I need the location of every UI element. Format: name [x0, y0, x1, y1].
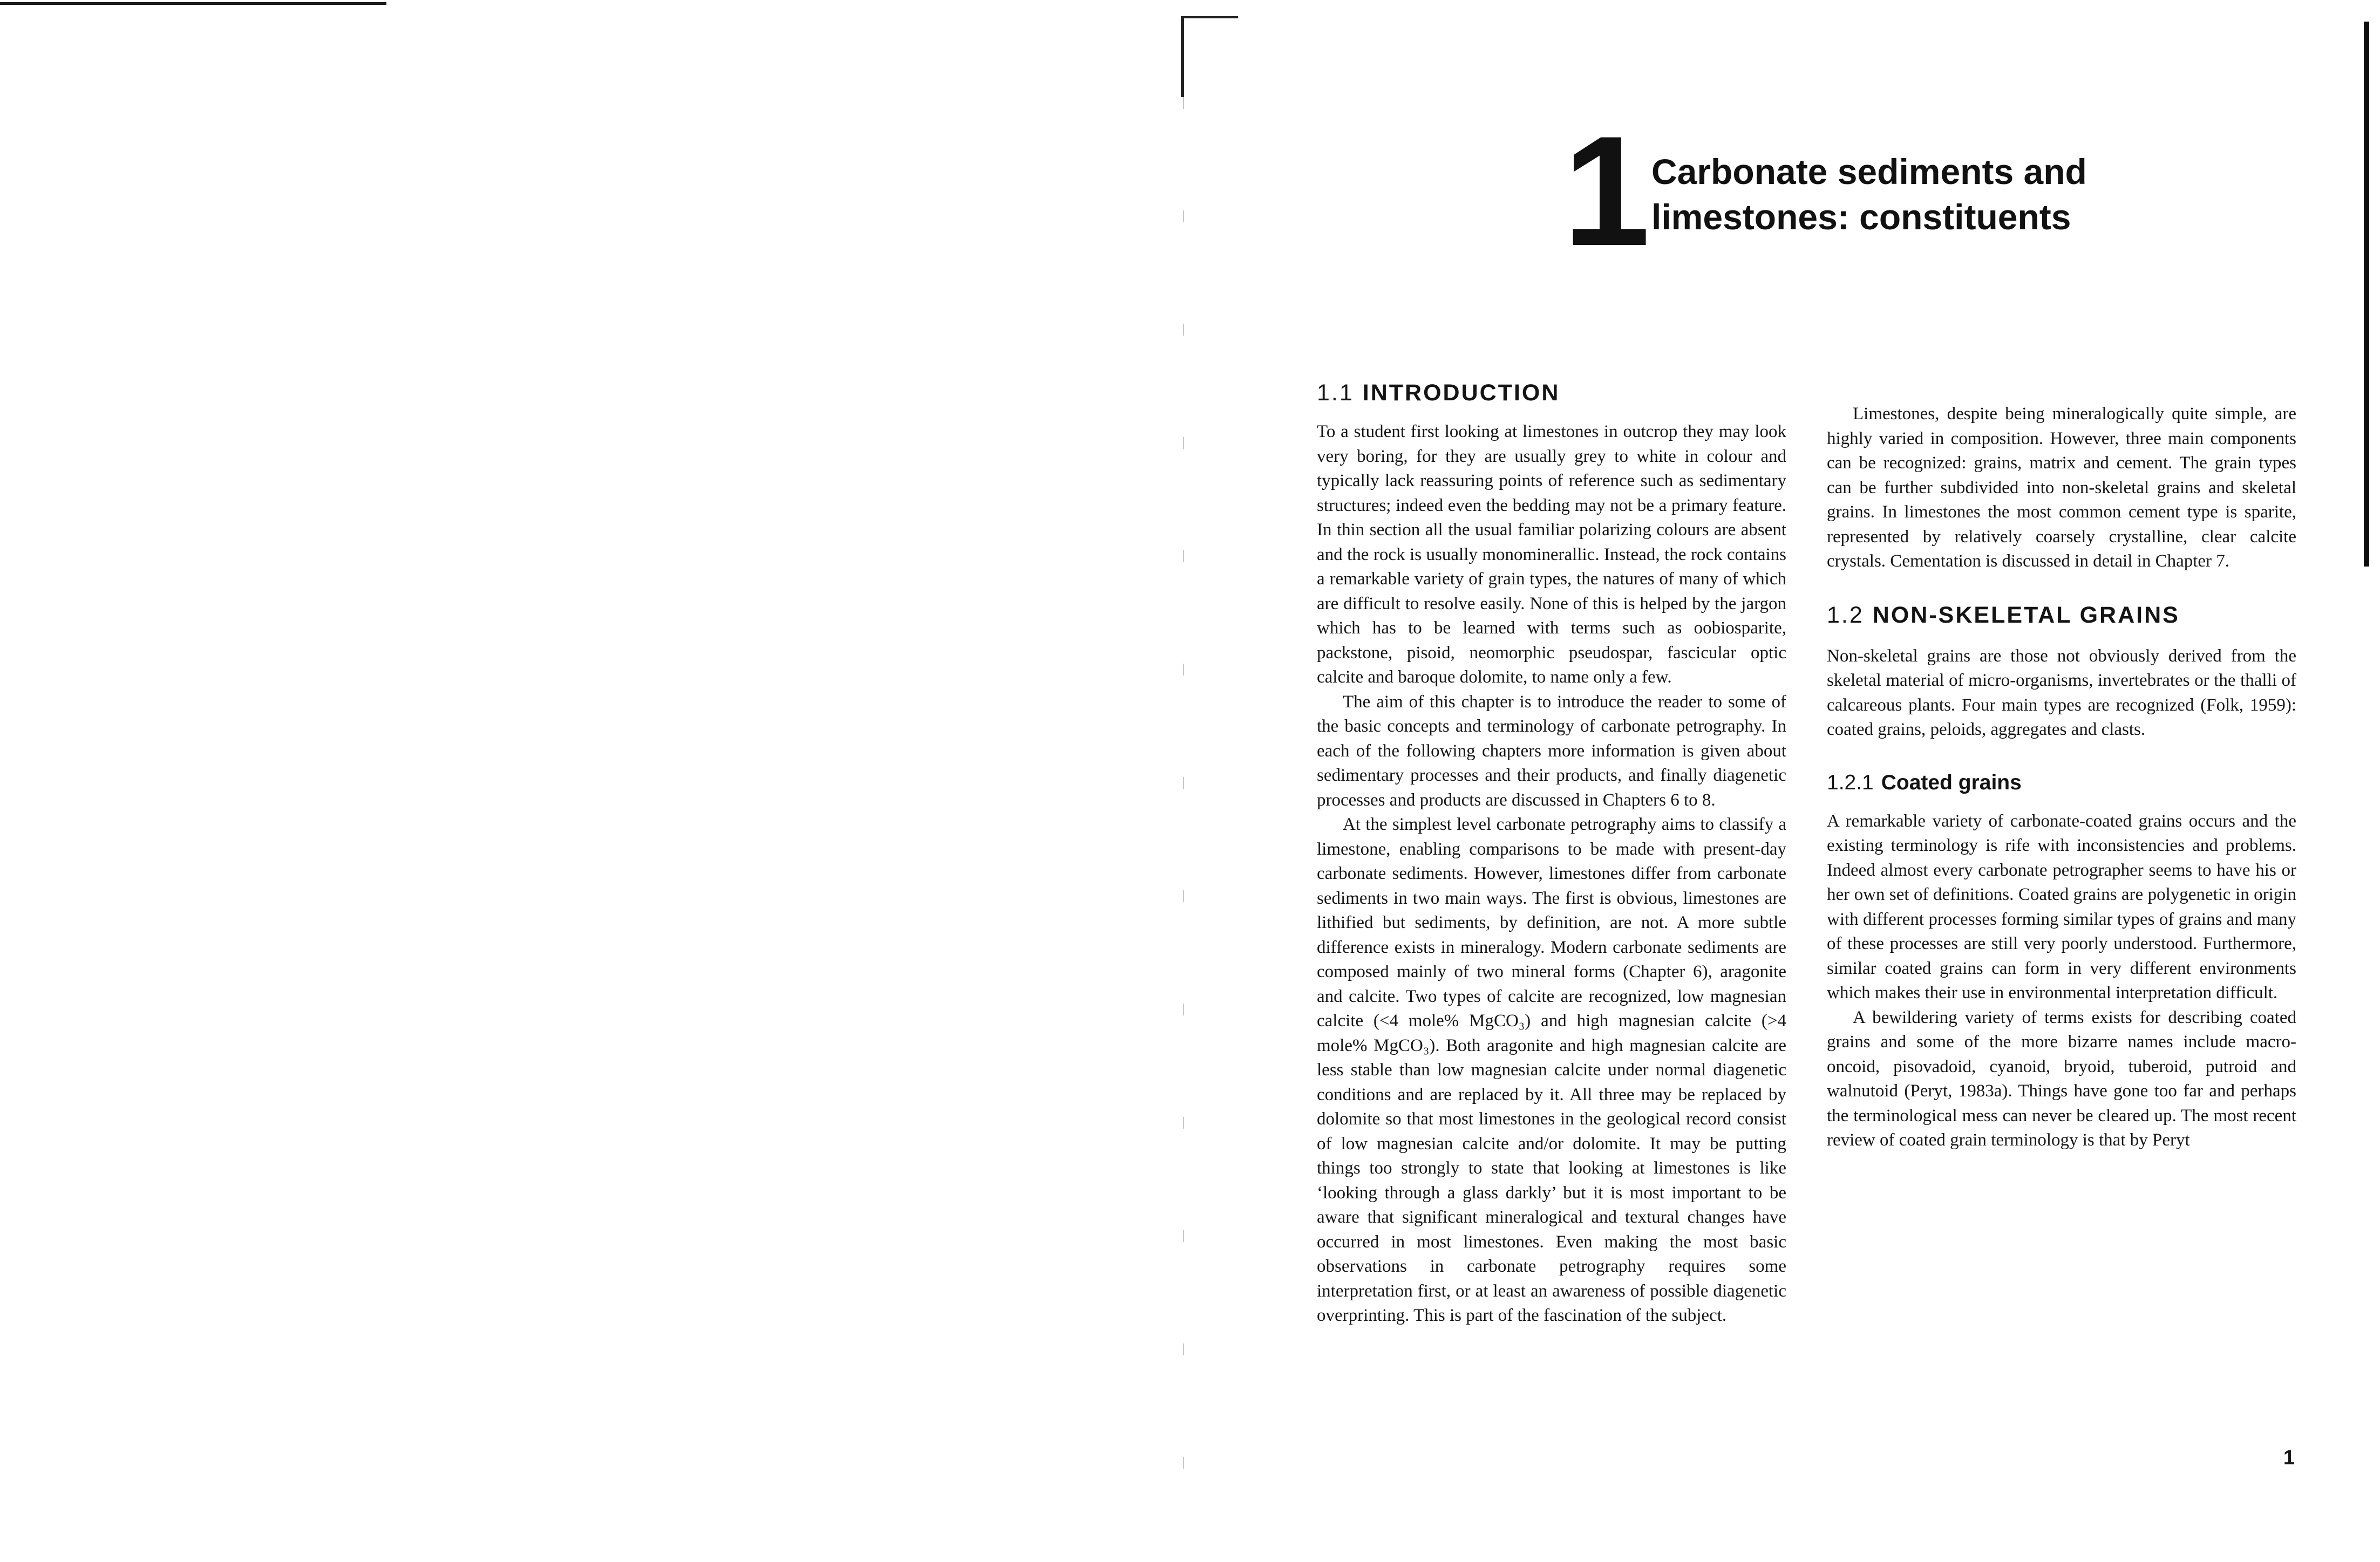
page-number: 1 — [2283, 1447, 2295, 1469]
scan-top-rule — [0, 2, 386, 5]
paragraph: At the simplest level carbonate petrography aims to classify a limestone, enabling comparisons to be made with present-day carbonate sediments. However, limestones differ from carbonate sediments in two main ways. The first is obvious, limestones are lithified but sediments, by definition, are not. A more subtle difference exists in mineralogy. Modern carbonate sediments are composed mainly of two mineral forms (Chapter 6), aragonite and calcite. Two types of calcite are recognized, low magnesian calcite (<4 mole% MgCO₃) and high magnesian calcite (>4 mole% MgCO₃). Both aragonite and high magnesian calcite are less stable than low magnesian calcite under normal diagenetic conditions and are replaced by it. All three may be replaced by dolomite so that most limestones in the geological record consist of low magnesian calcite and/or dolomite. It may be putting things too strongly to state that looking at limestones is like ‘looking through a glass darkly’ but it is most important to be aware that significant mineralogical and textural changes have occurred in most limestones. Even making the most basic observations in carbonate petrography requires some interpretation first, or at least an awareness of possible diagenetic overprinting. This is part of the fascination of the subject. — [1317, 815, 1786, 1325]
chapter-title-line-2: limestones: constituents — [1651, 197, 2071, 237]
section-number: 1.2.1 — [1827, 770, 1874, 794]
chapter-number: 1 — [1563, 104, 1650, 278]
chapter-title-line-1: Carbonate sediments and — [1651, 152, 2087, 192]
text-column-right — [1827, 378, 2296, 1153]
section-title: Coated grains — [1881, 770, 2022, 794]
paragraph: A remarkable variety of carbonate-coated grains occurs and the existing terminology is rife with inconsistencies and problems. Indeed almost every carbonate petrographer seems to have his or her own set of definitions. Coated grains are polygenetic in origin with different processes forming similar types of grains and many of these processes are still very poorly understood. Furthermore, similar coated grains can form in very different environments which makes their use in environmental interpretation difficult. — [1827, 811, 2296, 1002]
section-number: 1.2 — [1827, 602, 1864, 628]
subsection-heading-coated-grains — [1827, 769, 2296, 796]
section-heading-introduction — [1317, 378, 1786, 408]
section-title: NON-SKELETAL GRAINS — [1872, 602, 2180, 628]
gutter-crop-mark-vertical — [1181, 16, 1184, 97]
paragraph: To a student first looking at limestones in outcrop they may look very boring, for they are usually grey to white in colour and typically lack reassuring points of reference such as sedimentary structures; indeed even the bedding may not be a primary feature. In thin section all the usual familiar polarizing colours are absent and the rock is usually monominerallic. Instead, the rock contains a remarkable variety of grain types, the natures of many of which are difficult to resolve easily. None of this is helped by the jargon which has to be learned with terms such as oobiosparite, packstone, pisoid, neomorphic pseudospar, fascicular optic calcite and baroque dolomite, to name only a few. — [1317, 422, 1786, 687]
introduction-body-left — [1317, 420, 1786, 1461]
paragraph: Limestones, despite being mineralogically quite simple, are highly varied in composition. However, three main components can be recognized: grains, matrix and cement. The grain types can be further subdivided into non-skeletal grains and skeletal grains. In limestones the most common cement type is sparite, represented by relatively coarsely crystalline, clear calcite crystals. Cementation is discussed in detail in Chapter 7. — [1827, 404, 2296, 571]
paragraph: A bewildering variety of terms exists for describing coated grains and some of the more bizarre names include macro-oncoid, pisovadoid, cyanoid, bryoid, tuberoid, putroid and walnutoid (Peryt, 1983a). Things have gone too far and perhaps the terminological mess can never be cleared up. The most recent review of coated grain terminology is that by Peryt — [1827, 1007, 2296, 1150]
section-title: INTRODUCTION — [1362, 380, 1560, 406]
chapter-title — [1651, 149, 2191, 240]
section-number: 1.1 — [1317, 380, 1354, 406]
paragraph-continuation — [1827, 378, 2296, 402]
section-heading-non-skeletal-grains — [1827, 600, 2296, 630]
gutter-crop-mark — [1181, 16, 1238, 18]
page-edge-bar — [2364, 22, 2369, 567]
text-column-left — [1317, 378, 1786, 1461]
book-gutter-shadow — [1183, 97, 1184, 1554]
paragraph: The aim of this chapter is to introduce the reader to some of the basic concepts and terminology of carbonate petrography. In each of the following chapters more information is given about sedimentary processes and their products, and finally diagenetic processes and products are discussed in Chapters 6 to 8. — [1317, 692, 1786, 810]
paragraph: Non-skeletal grains are those not obviously derived from the skeletal material of micro-organisms, invertebrates or the thalli of calcareous plants. Four main types are recognized (Folk, 1959): coated grains, peloids, aggregates and clasts. — [1827, 646, 2296, 739]
